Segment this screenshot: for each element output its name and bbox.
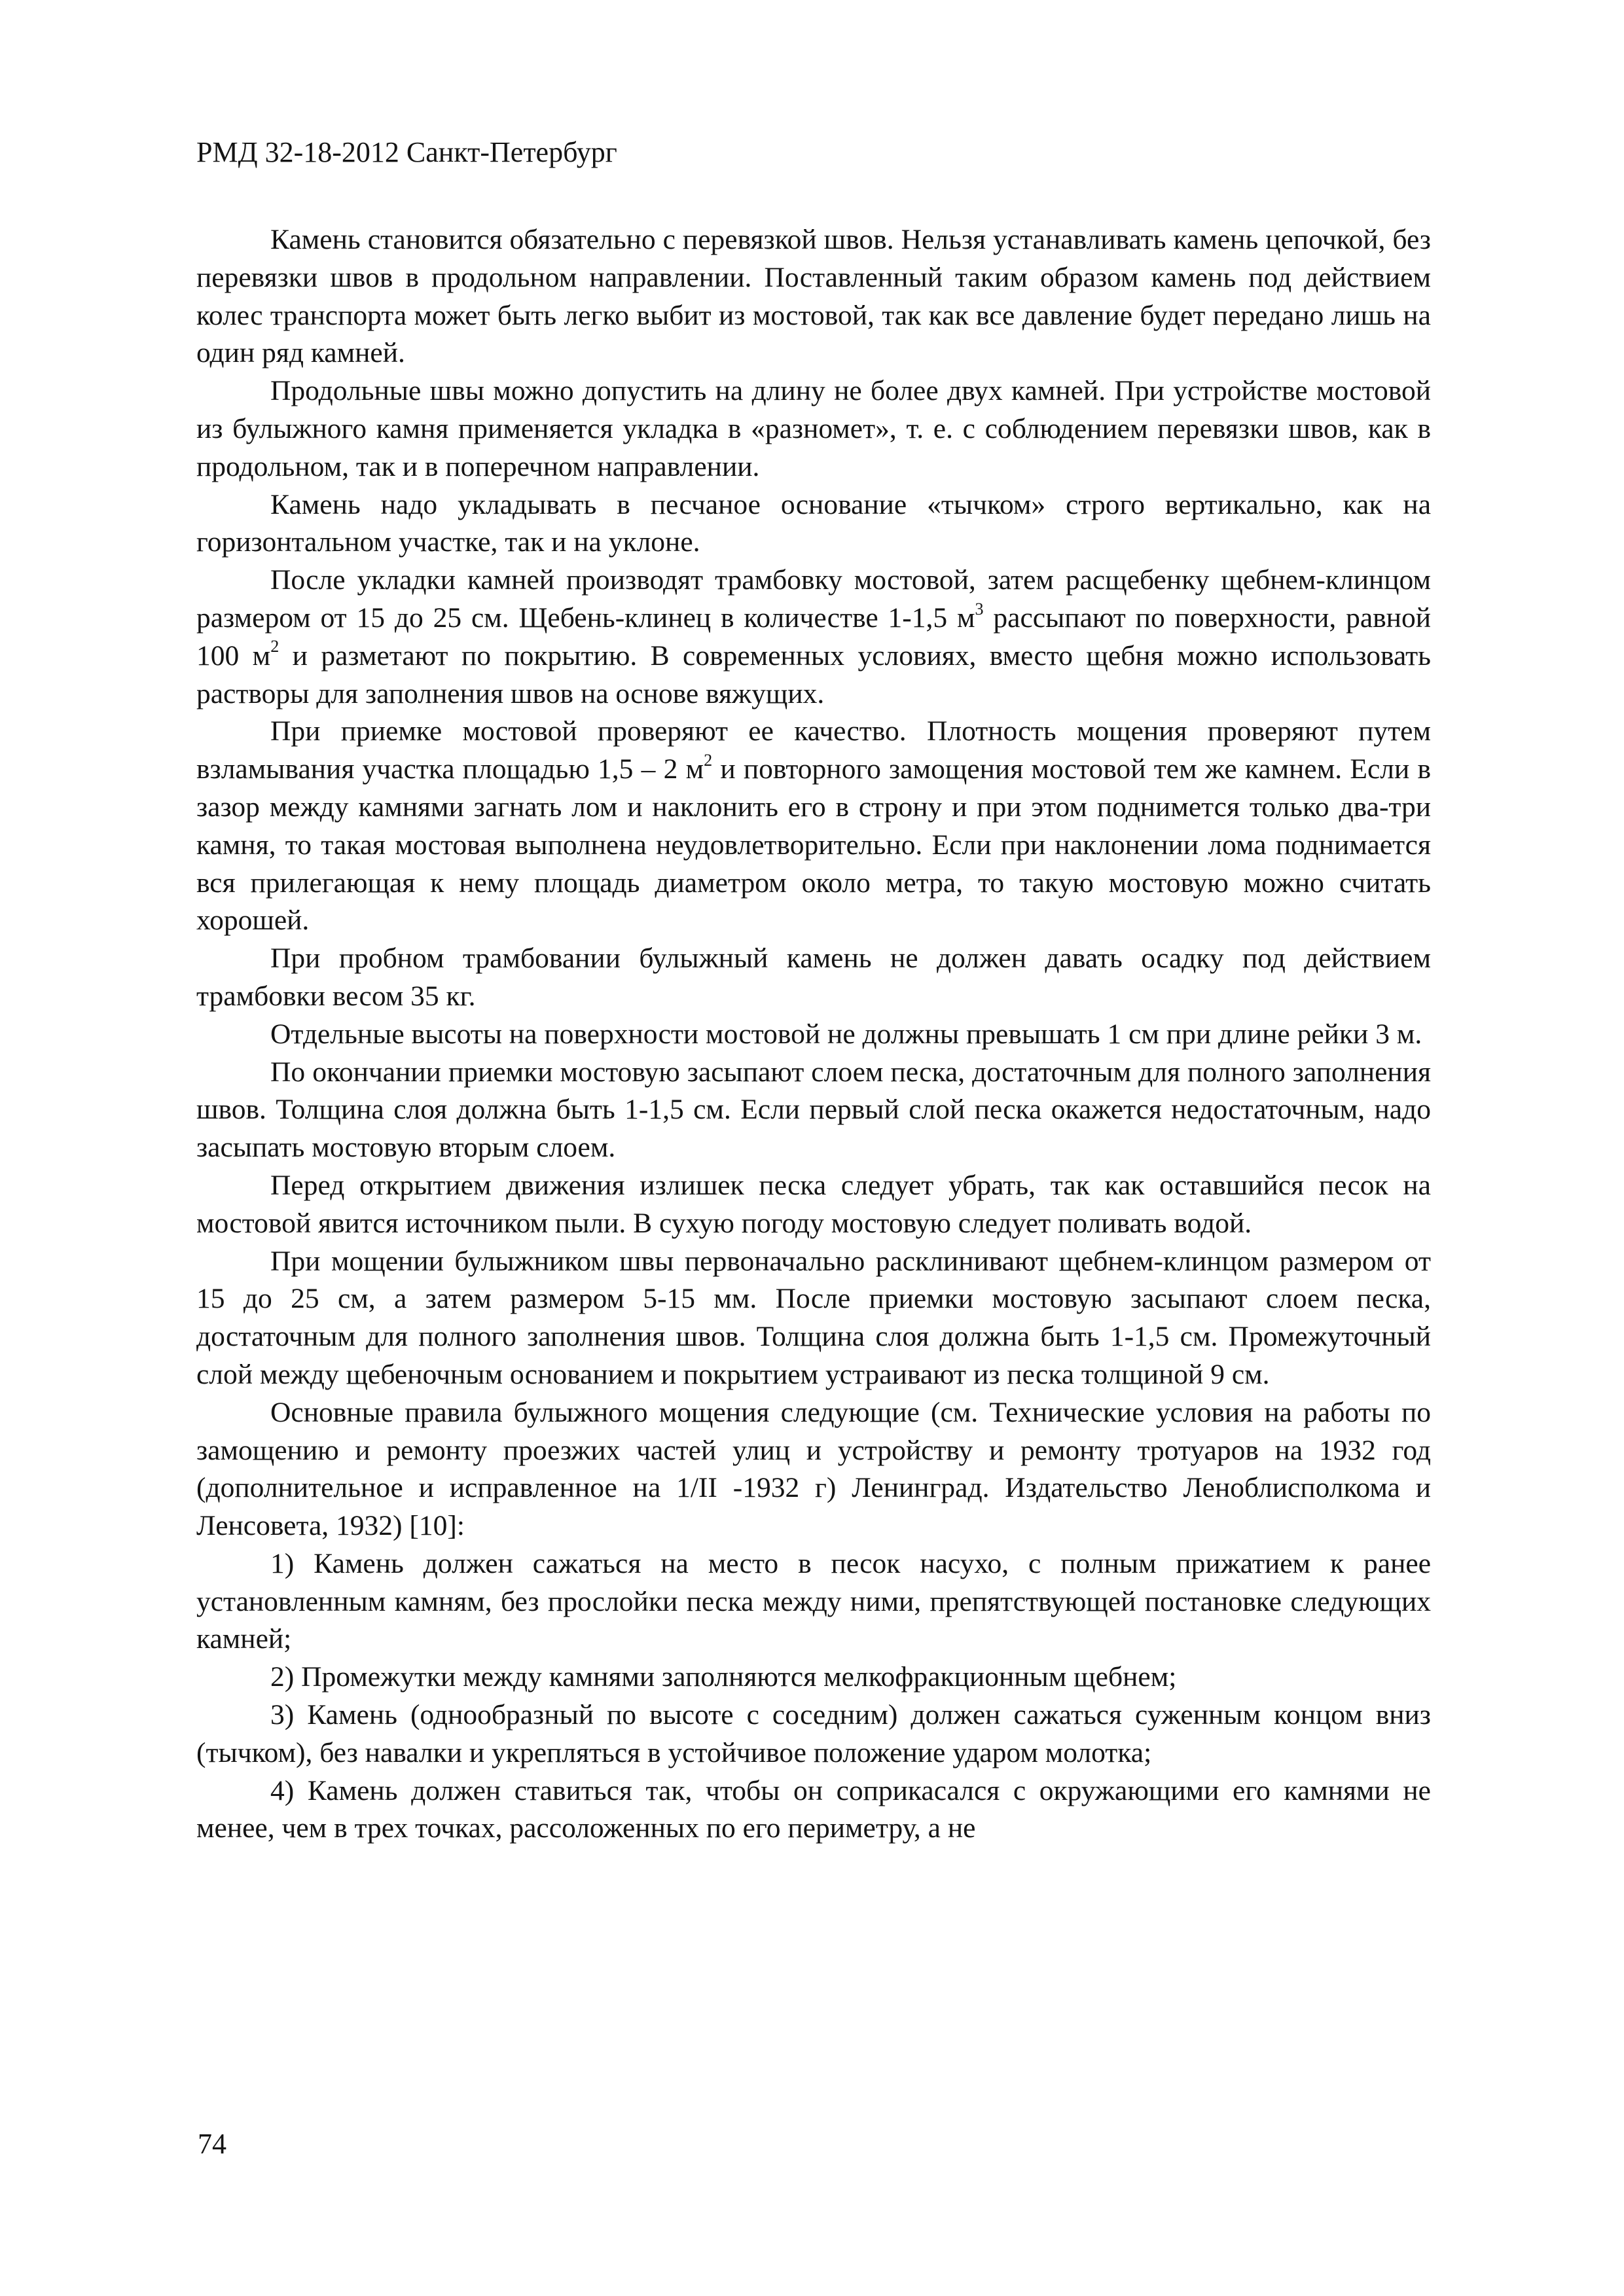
list-item-3: 3) Камень (однообразный по высоте с соседним) должен сажаться суженным концом вниз (тычком), без навалки и укрепляться в устойчивое положение ударом молотка; [196,1699,1431,1768]
superscript-cubic: 3 [975,599,984,619]
superscript-square: 2 [270,637,280,656]
list-item-2: 2) Промежутки между камнями заполняются мелкофракционным щебнем; [270,1661,1177,1693]
paragraph-4 [196,562,1431,713]
paragraph-6: При пробном трамбовании булыжный камень не должен давать осадку под действием трамбовки весом 35 кг. [196,942,1431,1012]
body-text [196,221,1431,1848]
paragraph-4-part-3: и разметают по покрытию. В современных условиях, вместо щебня можно использовать растворы для заполнения швов на основе вяжущих. [196,639,1431,709]
running-header: РМД 32-18-2012 Санкт-Петербург [196,136,617,168]
list-item-1: 1) Камень должен сажаться на место в песок насухо, с полным прижатием к ранее установленным камням, без прослойки песка между ними, препятствующей постановке следующих камней; [196,1547,1431,1655]
paragraph-2: Продольные швы можно допустить на длину не более двух камней. При устройстве мостовой из булыжного камня применяется укладка в «разномет», т. е. с соблюдением перевязки швов, как в продольном, так и в поперечном направлении. [196,375,1431,482]
paragraph-4-part-2: рассыпают по поверхности, равной 100 м [196,601,1431,672]
paragraph-7: Отдельные высоты на поверхности мостовой не должны превышать 1 см при длине рейки 3 м. [270,1018,1422,1050]
paragraph-9: Перед открытием движения излишек песка следует убрать, так как оставшийся песок на мостовой явится источником пыли. В сухую погоду мостовую следует поливать водой. [196,1169,1431,1239]
paragraph-8: По окончании приемки мостовую засыпают слоем песка, достаточным для полного заполнения швов. Толщина слоя должна быть 1-1,5 см. Если первый слой песка окажется недостаточным, надо засыпать мостовую вторым слоем. [196,1056,1431,1164]
paragraph-5-part-1: При приемке мостовой проверяют ее качество. Плотность мощения проверяют путем взламывания участка площадью 1,5 – 2 м [196,715,1431,785]
paragraph-1: Камень становится обязательно с перевязкой швов. Нельзя устанавливать камень цепочкой, без перевязки швов в продольном направлении. Поставленный таким образом камень под действием колес транспорта может быть легко выбит из мостовой, так как все давление будет передано лишь на один ряд камней. [196,224,1431,369]
paragraph-3: Камень надо укладывать в песчаное основание «тычком» строго вертикально, как на горизонтальном участке, так и на уклоне. [196,488,1431,558]
page-number: 74 [198,2128,226,2160]
paragraph-5-part-2: и повторного замощения мостовой тем же камнем. Если в зазор между камнями загнать лом и наклонить его в строну и при этом поднимется только два-три камня, то такая мостовая выполнена неудовлетворительно. Если при наклонении лома поднимается вся прилегающая к нему площадь диаметром около метра, то такую мостовую можно считать хорошей. [196,753,1431,937]
superscript-square: 2 [704,750,713,770]
list-item-4: 4) Камень должен ставиться так, чтобы он соприкасался с окружающими его камнями не менее, чем в трех точках, рассоложенных по его периметру, а не [196,1774,1431,1844]
paragraph-10: При мощении булыжником швы первоначально расклинивают щебнем-клинцом размером от 15 до 25 см, а затем размером 5-15 мм. После приемки мостовую засыпают слоем песка, достаточным для полного заполнения швов. Толщина слоя должна быть 1-1,5 см. Промежуточный слой между щебеночным основанием и покрытием устраивают из песка толщиной 9 см. [196,1245,1431,1390]
paragraph-11: Основные правила булыжного мощения следующие (см. Технические условия на работы по замощению и ремонту проезжих частей улиц и устройству и ремонту тротуаров на 1932 год (дополнительное и исправленное на 1/II -1932 г) Ленинград. Издательство Леноблисполкома и Ленсовета, 1932) [10]: [196,1396,1431,1542]
paragraph-5 [196,713,1431,940]
paragraph-4-part-1: После укладки камней производят трамбовку мостовой, затем расщебенку щебнем-клинцом размером от 15 до 25 см. Щебень-клинец в количестве 1-1,5 м [196,564,1431,634]
